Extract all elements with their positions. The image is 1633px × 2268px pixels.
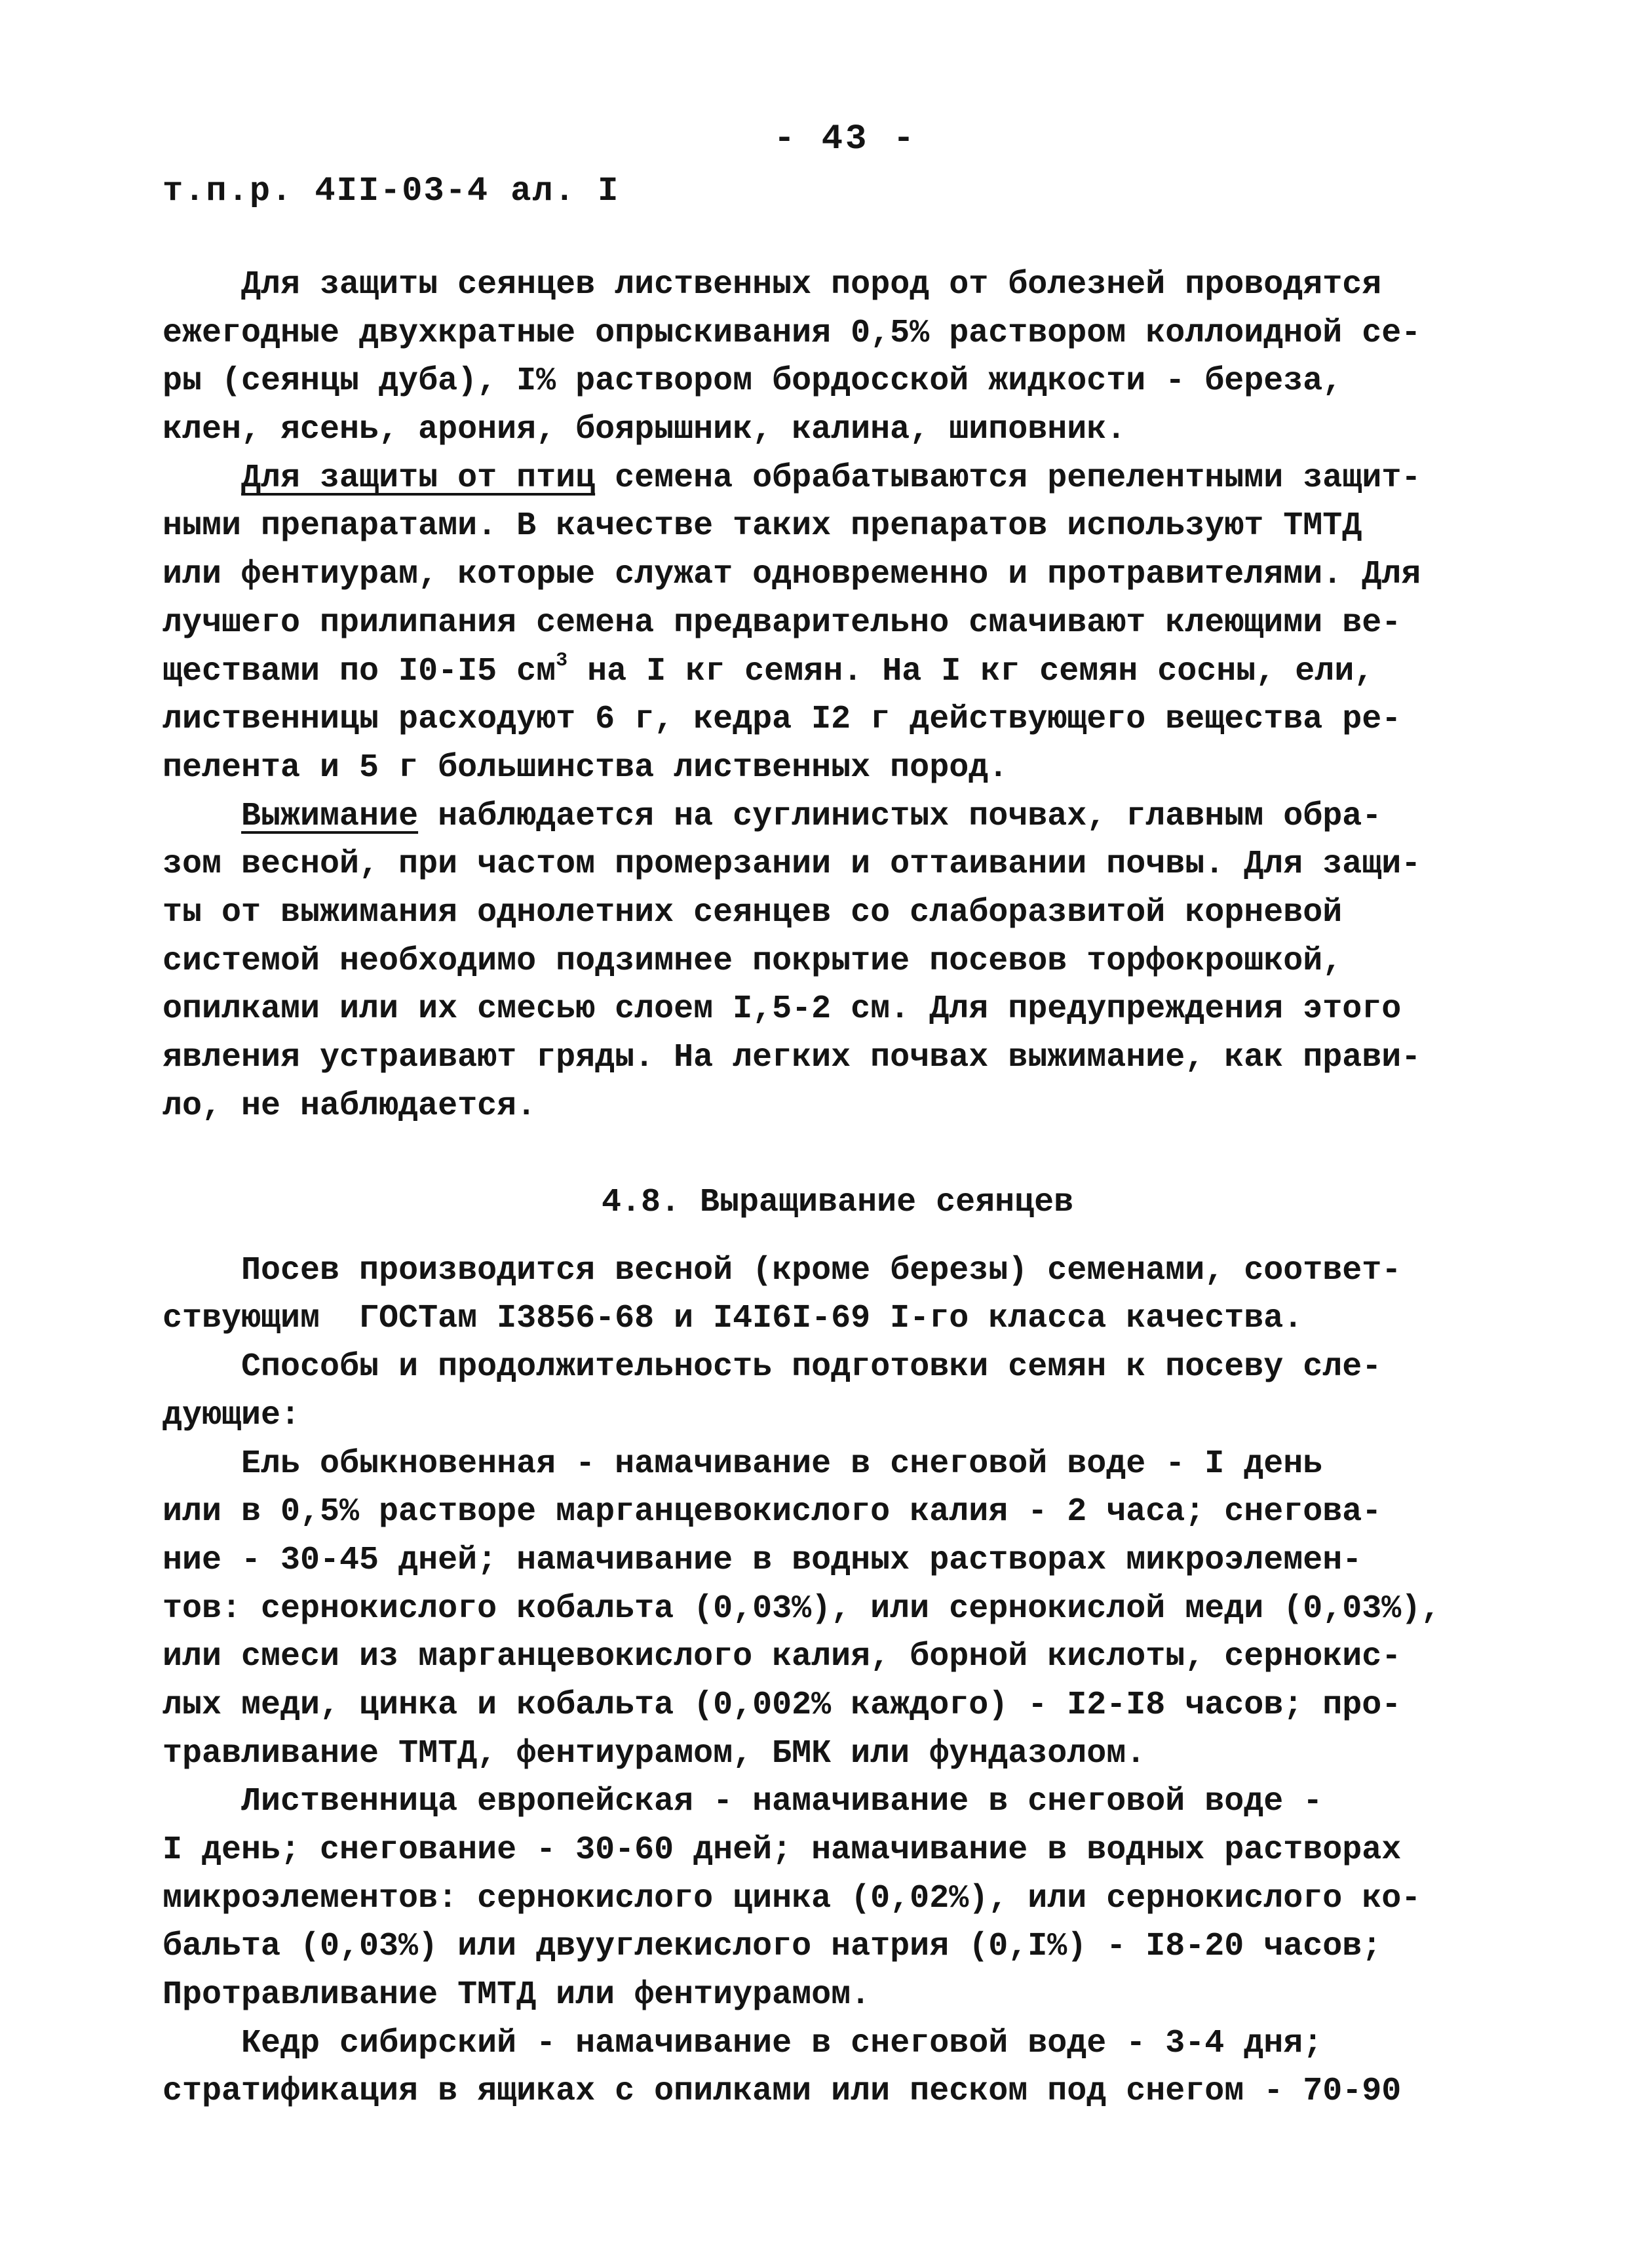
text-line: ры (сеянцы дуба), I% раствором бордосской жидкости - береза,: [163, 362, 1343, 401]
text-line: ществами по I0-I5 $см^3$ на I кг семян. На I кг семян сосны, ели,: [163, 649, 1374, 690]
text-line: Лиственница европейская - намачивание в снеговой воде -: [241, 1783, 1323, 1821]
text-line: Посев производится весной (кроме березы) семенами, соответ-: [241, 1251, 1402, 1289]
paragraph-frost-heaving: [163, 792, 1473, 1131]
section-heading: 4.8. Выращивание сеянцев: [602, 1184, 1074, 1222]
text-line: I день; снегование - 30-60 дней; намачивание в водных растворах: [163, 1831, 1402, 1869]
text-line: явления устраивают гряды. На легких почвах выжимание, как прави-: [163, 1039, 1421, 1076]
underlined-term: Выжимание: [241, 797, 419, 835]
body-text: [163, 261, 1473, 2116]
text-line: микроэлементов: сернокислого цинка (0,02%), или сернокислого ко-: [163, 1879, 1421, 1917]
paragraph-cedar: [163, 2020, 1473, 2116]
paragraph-larch: [163, 1778, 1473, 2019]
text-line: пелента и 5 г большинства лиственных пород.: [163, 749, 1009, 787]
text-line: лучшего прилипания семена предварительно смачивают клеющими ве-: [163, 604, 1402, 642]
text-line: бальта (0,03%) или двууглекислого натрия (0,I%) - I8-20 часов;: [163, 1928, 1382, 1966]
paragraph-sowing: [163, 1247, 1473, 1343]
text-line: стратификация в ящиках с опилками или песком под снегом - 70-90: [163, 2073, 1402, 2111]
text-line: опилками или их смесью слоем I,5-2 см. Для предупреждения этого: [163, 990, 1402, 1028]
text-line: Для защиты сеянцев лиственных пород от болезней проводятся: [241, 266, 1382, 303]
text-line: Способы и продолжительность подготовки семян к посеву сле-: [241, 1348, 1382, 1386]
text-line: клен, ясень, арония, боярышник, калина, шиповник.: [163, 411, 1126, 449]
text-line: или смеси из марганцевокислого калия, борной кислоты, сернокис-: [163, 1638, 1402, 1676]
paragraph-disease-protection: [163, 261, 1473, 454]
paragraph-spruce: [163, 1440, 1473, 1778]
text-line: системой необходимо подзимнее покрытие посевов торфокрошкой,: [163, 942, 1343, 980]
text-line: лиственницы расходуют 6 г, кедра I2 г действующего вещества ре-: [163, 701, 1402, 739]
text-line: или в 0,5% растворе марганцевокислого калия - 2 часа; снегова-: [163, 1493, 1382, 1531]
paragraph-seed-preparation: [163, 1343, 1473, 1439]
text-line: Протравливание ТМТД или фентиурамом.: [163, 1976, 871, 2014]
blank-line: [163, 1130, 1473, 1179]
text-line: Ель обыкновенная - намачивание в снеговой воде - I день: [241, 1445, 1323, 1483]
text-line: Для защиты от птиц семена обрабатываются репелентными защит-: [241, 459, 1421, 497]
document-code: т.п.р. 4II-03-4 ал. I: [163, 172, 620, 210]
text-line: травливание ТМТД, фентиурамом, БМК или фундазолом.: [163, 1734, 1146, 1772]
paragraph-bird-protection: [163, 454, 1473, 792]
text-line: ты от выжимания однолетних сеянцев со слаборазвитой корневой: [163, 893, 1343, 931]
superscript: 3: [556, 649, 568, 672]
text-line: ствующим ГОСТам I3856-68 и I4I6I-69 I-го класса качества.: [163, 1300, 1303, 1338]
text-line: зом весной, при частом промерзании и оттаивании почвы. Для защи-: [163, 846, 1421, 884]
text-line: Выжимание наблюдается на суглинистых почвах, главным обра-: [241, 797, 1382, 835]
page-number: - 43 -: [773, 119, 917, 159]
text-line: ло, не наблюдается.: [163, 1087, 537, 1125]
text-line: ние - 30-45 дней; намачивание в водных растворах микроэлемен-: [163, 1541, 1362, 1579]
text-line: дующие:: [163, 1396, 301, 1434]
text-line: Кедр сибирский - намачивание в снеговой воде - 3-4 дня;: [241, 2024, 1323, 2062]
text-line: лых меди, цинка и кобальта (0,002% каждого) - I2-I8 часов; про-: [163, 1686, 1402, 1724]
text-line: ными препаратами. В качестве таких препаратов используют ТМТД: [163, 507, 1362, 545]
text-line: тов: сернокислого кобальта (0,03%), или сернокислой меди (0,03%),: [163, 1590, 1441, 1628]
underlined-term: Для защиты от птиц: [241, 459, 596, 497]
text-line: ежегодные двухкратные опрыскивания 0,5% раствором коллоидной се-: [163, 314, 1421, 352]
text-line: или фентиурам, которые служат одновременно и протравителями. Для: [163, 556, 1421, 594]
blank-line: [163, 1227, 1473, 1247]
